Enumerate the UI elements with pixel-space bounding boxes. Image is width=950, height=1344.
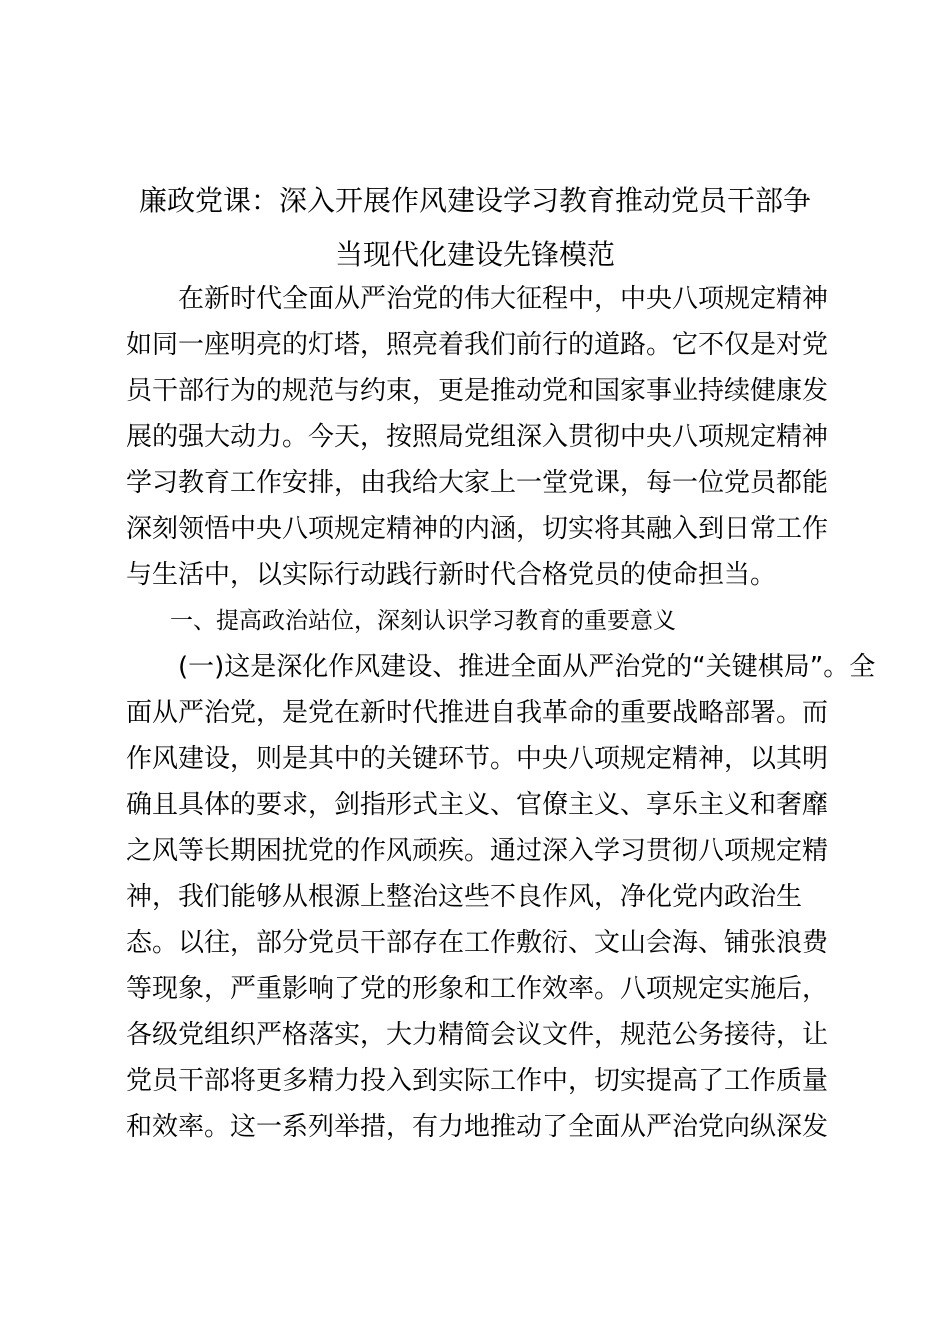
paragraph-line: 态。以往，部分党员干部存在工作敷衍、文山会海、铺张浪费 [126,928,829,958]
paragraph-line: 等现象，严重影响了党的形象和工作效率。八项规定实施后， [126,974,829,1004]
title-line-2: 当现代化建设先锋模范 [334,238,615,271]
paragraph-line: 作风建设，则是其中的关键环节。中央八项规定精神，以其明 [126,744,829,774]
paragraph-line: 深刻领悟中央八项规定精神的内涵，切实将其融入到日常工作 [126,514,829,544]
paragraph-section-1-1 [126,644,876,1150]
document-body [126,276,876,1150]
paragraph-line: 与生活中，以实际行动践行新时代合格党员的使命担当。 [126,560,777,590]
paragraph-line: 面从严治党，是党在新时代推进自我革命的重要战略部署。而 [126,698,829,728]
paragraph-line: 员干部行为的规范与约束，更是推动党和国家事业持续健康发 [126,376,829,406]
section-heading-1: 一、提高政治站位，深刻认识学习教育的重要意义 [170,608,676,634]
title-line-1: 廉政党课：深入开展作风建设学习教育推动党员干部争 [138,184,811,217]
paragraph-line: 在新时代全面从严治党的伟大征程中，中央八项规定精神 [178,284,829,314]
paragraph-line: 党员干部将更多精力投入到实际工作中，切实提高了工作质量 [126,1066,829,1096]
paragraph-intro [126,276,829,598]
paragraph-line: 如同一座明亮的灯塔，照亮着我们前行的道路。它不仅是对党 [126,330,829,360]
paragraph-line: 和效率。这一系列举措，有力地推动了全面从严治党向纵深发 [126,1112,829,1142]
paragraph-line: 神，我们能够从根源上整治这些不良作风，净化党内政治生 [126,882,803,912]
paragraph-line: 之风等长期困扰党的作风顽疾。通过深入学习贯彻八项规定精 [126,836,829,866]
paragraph-line: 展的强大动力。今天，按照局党组深入贯彻中央八项规定精神 [126,422,829,452]
paragraph-line: 各级党组织严格落实，大力精简会议文件，规范公务接待，让 [126,1020,829,1050]
paragraph-line: 确且具体的要求，剑指形式主义、官僚主义、享乐主义和奢靡 [126,790,829,820]
paragraph-line: (一)这是深化作风建设、推进全面从严治党的“关键棋局”。全 [178,652,876,682]
paragraph-line: 学习教育工作安排，由我给大家上一堂党课，每一位党员都能 [126,468,829,498]
document-title [118,176,832,280]
